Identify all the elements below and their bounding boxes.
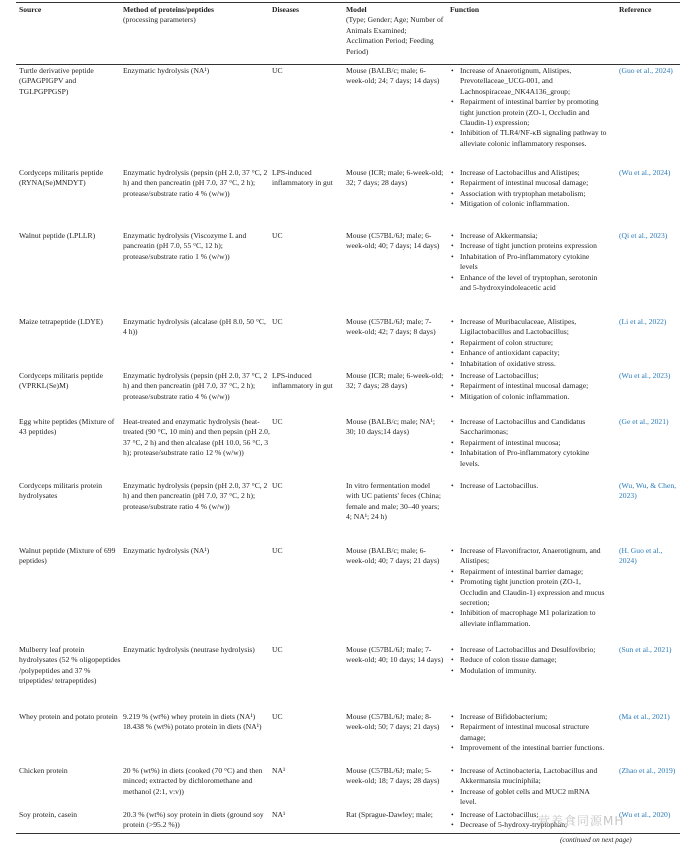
header-reference: Reference	[619, 5, 652, 14]
function-item: • Increase of goblet cells and MUC2 mRNA level.	[450, 787, 608, 808]
function-cell	[450, 317, 608, 369]
function-cell	[450, 546, 608, 629]
function-item: • Mitigation of colonic inflammation.	[450, 199, 608, 209]
function-item: • Repairment of intestinal barrier damage;	[450, 567, 608, 577]
disease-cell: UC	[272, 66, 283, 75]
function-item: • Inhabitation of Pro-inflammatory cytokine levels.	[450, 448, 608, 469]
model-cell: Rat (Sprague-Dawley; male;	[346, 810, 433, 819]
disease-cell: UC	[272, 546, 283, 555]
method-cell: 20.3 % (wt%) soy protein in diets (ground soy protein (>95.2 %))	[123, 810, 264, 830]
function-cell	[450, 766, 608, 808]
source-cell: Walnut peptide (LPLLR)	[19, 231, 96, 240]
function-cell	[450, 168, 608, 210]
method-cell: Enzymatic hydrolysis (NA¹)	[123, 546, 210, 555]
method-cell: 20 % (wt%) in diets (cooked (70 °C) and then minced; extracted by dichloromethane and methanol (2:1, v:v))	[123, 766, 263, 796]
function-item: • Inhibition of TLR4/NF-κB signaling pathway to alleviate colonic inflammatory responses.	[450, 128, 608, 149]
function-item: • Repairment of intestinal mucosal damage;	[450, 178, 608, 188]
function-item: • Repairment of intestinal mucosa;	[450, 438, 608, 448]
source-cell: Cordyceps militaris protein hydrolysates	[19, 481, 103, 501]
header-diseases: Diseases	[272, 5, 299, 14]
function-item: • Increase of Actinobacteria, Lactobacillus and Akkermansia muciniphila;	[450, 766, 608, 787]
function-list	[450, 371, 608, 402]
disease-cell: UC	[272, 417, 283, 426]
function-item: • Repairment of intestinal barrier by promoting tight junction protein (ZO-1, Occludin and Claudin-1) expression;	[450, 97, 608, 128]
model-cell: In vitro fermentation model with UC patients' feces (China; female and male; 30–40 years; 4; NA¹; 24 h)	[346, 481, 442, 522]
function-item: • Increase of Lactobacillus.	[450, 481, 608, 491]
model-cell: Mouse (ICR; male; 6-week-old; 32; 7 days; 28 days)	[346, 168, 444, 188]
function-item: • Increase of Lactobacillus;	[450, 371, 608, 381]
method-cell: Enzymatic hydrolysis (pepsin (pH 2.0, 37 °C, 2 h) and then pancreatin (pH 7.0, 37 °C, 2 h); protease/substrate ratio 4 % (w/w))	[123, 371, 268, 401]
disease-cell: UC	[272, 317, 283, 326]
function-item: • Improvement of the intestinal barrier functions.	[450, 743, 608, 753]
function-item: • Promoting tight junction protein (ZO-1, Occludin and Claudin-1) expression and mucus secretion;	[450, 577, 608, 608]
disease-cell: UC	[272, 712, 283, 721]
function-item: • Enhance of the level of tryptophan, serotonin and 5-hydroxyindoleacetic acid	[450, 273, 608, 294]
reference-cell[interactable]: (H. Guo et al., 2024)	[619, 546, 663, 566]
method-cell: Enzymatic hydrolysis (pepsin (pH 2.0, 37 °C, 2 h) and then pancreatin (pH 7.0, 37 °C, 2 h); protease/substrate ratio 4 % (w/w))	[123, 168, 268, 198]
function-cell	[450, 417, 608, 469]
reference-cell[interactable]: (Sun et al., 2021)	[619, 645, 672, 654]
reference-cell[interactable]: (Wu et al., 2023)	[619, 371, 671, 380]
header-bottom-rule	[16, 64, 680, 65]
model-cell: Mouse (BALB/c; male; 6-week-old; 40; 7 days; 21 days)	[346, 546, 440, 566]
method-cell: 9.219 % (wt%) whey protein in diets (NA¹) 18.438 % (wt%) potato protein in diets (NA¹)	[123, 712, 262, 732]
function-item: • Repairment of intestinal mucosal structure damage;	[450, 722, 608, 743]
function-item: • Increase of Akkermansia;	[450, 231, 608, 241]
method-cell: Enzymatic hydrolysis (NA¹)	[123, 66, 210, 75]
function-item: • Inhabitation of oxidative stress.	[450, 359, 608, 369]
reference-cell[interactable]: (Qi et al., 2023)	[619, 231, 668, 240]
model-cell: Mouse (C57BL/6J; male; 5-week-old; 18; 7 days; 28 days)	[346, 766, 440, 786]
function-cell	[450, 481, 608, 491]
function-cell	[450, 231, 608, 293]
model-cell: Mouse (C57BL/6J; male; 7-week-old; 40; 10 days; 14 days)	[346, 645, 444, 665]
disease-cell: NA¹	[272, 766, 286, 775]
disease-cell: LPS-induced inflammatory in gut	[272, 168, 333, 188]
reference-cell[interactable]: (Wu et al., 2020)	[619, 810, 671, 819]
function-list	[450, 168, 608, 210]
header-method-title: Method of proteins/peptides	[123, 5, 214, 14]
reference-cell[interactable]: (Wu, Wu, & Chen, 2023)	[619, 481, 677, 501]
model-cell: Mouse (C57BL/6J; male; 6-week-old; 40; 7 days; 14 days)	[346, 231, 440, 251]
reference-cell[interactable]: (Li et al., 2022)	[619, 317, 667, 326]
method-cell: Enzymatic hydrolysis (alcalase (pH 8.0, 50 °C, 4 h))	[123, 317, 266, 337]
header-function: Function	[450, 5, 480, 14]
source-cell: Mulberry leaf protein hydrolysates (52 % oligopeptides /polypeptides and 37 % tripeptides/ tetrapeptides)	[19, 645, 121, 686]
function-item: • Increase of Bifidobacterium;	[450, 712, 608, 722]
method-cell: Enzymatic hydrolysis (Viscozyme L and pancreatin (pH 7.0, 55 °C, 12 h); protease/substrate ratio 1 % (w/w))	[123, 231, 247, 261]
function-item: • Inhibition of macrophage M1 polarization to alleviate inflammation.	[450, 608, 608, 629]
function-item: • Modulation of immunity.	[450, 666, 608, 676]
header-model-sub: (Type; Gender; Age; Number of Animals Examined; Acclimation Period; Feeding Period)	[346, 15, 444, 56]
function-item: • Enhance of antioxidant capacity;	[450, 348, 608, 358]
function-cell	[450, 371, 608, 402]
model-cell: Mouse (BALB/c; male; 6-week-old; 24; 7 days; 14 days)	[346, 66, 440, 86]
function-cell	[450, 712, 608, 754]
table-bottom-rule	[16, 833, 680, 834]
reference-cell[interactable]: (Guo et al., 2024)	[619, 66, 673, 75]
function-item: • Increase of Lactobacillus and Desulfovibrio;	[450, 645, 608, 655]
reference-cell[interactable]: (Ma et al., 2021)	[619, 712, 670, 721]
method-cell: Enzymatic hydrolysis (neutrase hydrolysis)	[123, 645, 255, 654]
header-method-sub: (processing parameters)	[123, 15, 196, 25]
header-model	[346, 5, 444, 57]
function-item: • Repairment of intestinal mucosal damage;	[450, 381, 608, 391]
function-item: • Association with tryptophan metabolism;	[450, 189, 608, 199]
function-list	[450, 645, 608, 676]
table-top-rule	[16, 2, 680, 3]
source-cell: Egg white peptides (Mixture of 43 peptides)	[19, 417, 115, 437]
source-cell: Maize tetrapeptide (LDYE)	[19, 317, 103, 326]
disease-cell: UC	[272, 231, 283, 240]
function-item: • Increase of Lactobacillus and Alistipes;	[450, 168, 608, 178]
header-model-title: Model	[346, 5, 367, 14]
source-cell: Turtle derivative peptide (GPAGPIGPV and TGLPGPPGSP)	[19, 66, 94, 96]
function-list	[450, 317, 608, 369]
function-cell	[450, 66, 608, 149]
source-cell: Cordyceps militaris peptide (VPRKL(Se)M)	[19, 371, 103, 391]
header-source: Source	[19, 5, 42, 14]
reference-cell[interactable]: (Ge et al., 2021)	[619, 417, 669, 426]
function-list	[450, 546, 608, 629]
method-cell: Enzymatic hydrolysis (pepsin (pH 2.0, 37 °C, 2 h) and then pancreatin (pH 7.0, 37 °C, 2 h); protease/substrate ratio 4 % (w/w))	[123, 481, 268, 511]
method-cell: Heat-treated and enzymatic hydrolysis (heat-treated (90 °C, 10 min) and then pepsin (pH 2.0, 37 °C, 2 h) and then alcalase (pH 10.0, 56 °C, 3 h); protease/substrate ratio 12 % (w/w))	[123, 417, 270, 458]
function-cell	[450, 645, 608, 676]
disease-cell: UC	[272, 645, 283, 654]
function-item: • Inhabitation of Pro-inflammatory cytokine levels	[450, 252, 608, 273]
source-cell: Soy protein, casein	[19, 810, 77, 819]
reference-cell[interactable]: (Wu et al., 2024)	[619, 168, 671, 177]
watermark: 营养食同源MH	[538, 814, 625, 828]
model-cell: Mouse (C57BL/6J; male; 7-week-old; 42; 7 days; 8 days)	[346, 317, 436, 337]
function-item: • Increase of Lactobacillus and Candidatus Saccharimonas;	[450, 417, 608, 438]
continued-note: (continued on next page)	[560, 836, 632, 844]
function-item: • Mitigation of colonic inflammation.	[450, 392, 608, 402]
function-list	[450, 417, 608, 469]
source-cell: Whey protein and potato protein	[19, 712, 118, 721]
model-cell: Mouse (BALB/c; male; NA¹; 30; 10 days;14 days)	[346, 417, 435, 437]
function-item: • Increase of Muribaculaceae, Alistipes, Ligilactobacillus and Lactobacillus;	[450, 317, 608, 338]
function-item: • Increase of Flavonifractor, Anaerotignum, and Alistipes;	[450, 546, 608, 567]
function-list	[450, 231, 608, 293]
disease-cell: LPS-induced inflammatory in gut	[272, 371, 333, 391]
function-item: • Decrease of 5-hydroxy-tryptophan;	[450, 820, 608, 830]
function-item: • Increase of Lactobacillus;	[450, 810, 608, 820]
function-item: • Increase of Anaerotignum, Alistipes, Prevotellaceae_UCG-001, and Lachnospiraceae_NK4A136_group;	[450, 66, 608, 97]
model-cell: Mouse (ICR; male; 6-week-old; 32; 7 days; 28 days)	[346, 371, 444, 391]
function-list	[450, 766, 608, 808]
function-item: • Reduce of colon tissue damage;	[450, 655, 608, 665]
function-list	[450, 66, 608, 149]
source-cell: Walnut peptide (Mixture of 699 peptides)	[19, 546, 116, 566]
function-item: • Repairment of colon structure;	[450, 338, 608, 348]
function-list	[450, 712, 608, 754]
disease-cell: NA¹	[272, 810, 286, 819]
model-cell: Mouse (C57BL/6J; male; 8-week-old; 50; 7 days; 21 days)	[346, 712, 440, 732]
source-cell: Chicken protein	[19, 766, 68, 775]
header-method	[123, 5, 271, 26]
disease-cell: UC	[272, 481, 283, 490]
function-item: • Increase of tight junction proteins expression	[450, 241, 608, 251]
source-cell: Cordyceps militaris peptide (RYNA(Se)MNDYT)	[19, 168, 103, 188]
function-list	[450, 481, 608, 491]
reference-cell[interactable]: (Zhao et al., 2019)	[619, 766, 676, 775]
